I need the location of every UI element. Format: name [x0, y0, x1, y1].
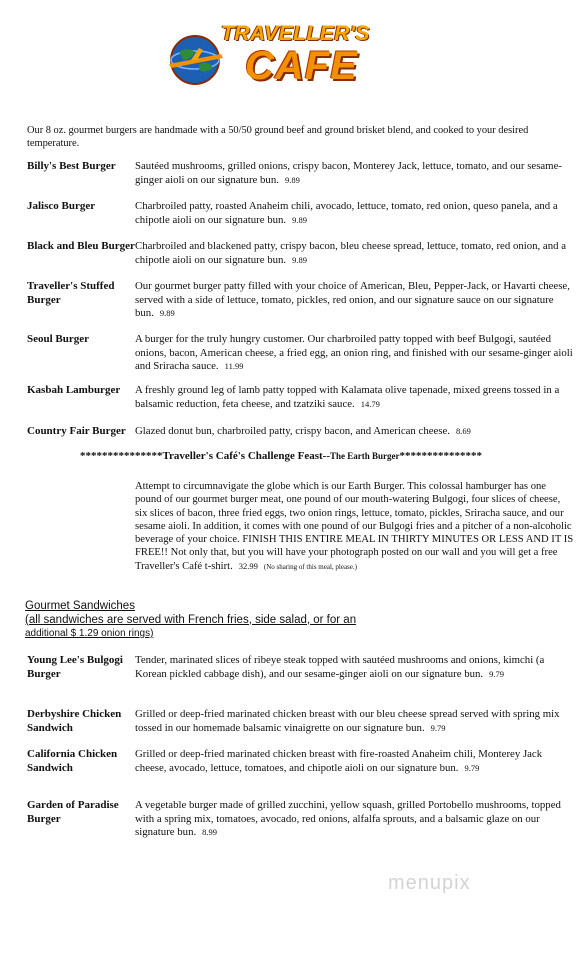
- challenge-price: 32.99: [238, 560, 258, 571]
- item-name: Black and Bleu Burger: [27, 240, 135, 252]
- item-price: 9.79: [489, 668, 504, 679]
- challenge-description: Attempt to circumnavigate the globe which is our Earth Burger. This colossal hamburger has one pound of our gourmet burger meat, one pound of our mouth-watering Bulgogi, four slices of cheese, six slices of bacon, three fried eggs, two onion rings, lettuce, tomato, pickles, Sriracha sauce, and our sesame aioli. In addition, it comes with one pound of our Bulgogi fries and a pitcher of a non-alcoholic beverage of your choice. FINISH THIS ENTIRE MEAL IN THIRTY MINUTES OR LESS AND IT IS FREE!! Not only that, but you will have your photograph posted on our wall and you will get a free Traveller's Café t-shirt. 32.99 (No sharing of this meal, please.): [135, 481, 574, 572]
- item-name: Young Lee's Bulgogi Burger: [27, 654, 123, 680]
- item-description: Charbroiled and blackened patty, crispy bacon, bleu cheese spread, lettuce, tomato, red onion, and a chipotle aioli on our signature bun. 9.89: [135, 240, 567, 266]
- item-description: Grilled or deep-fried marinated chicken breast with our bleu cheese spread served with spring mix tossed in our homemade balsamic vinaigrette on our signature bun. 9.79: [135, 708, 560, 734]
- item-price: 9.89: [292, 214, 307, 225]
- item-description: A vegetable burger made of grilled zucchini, yellow squash, grilled Portobello mushrooms, topped with a spring mix, tomatoes, avocado, red onions, alfalfa sprouts, and a balsamic glaze on our signature bun. 8.99: [135, 799, 561, 838]
- logo-title-travellers: TRAVELLER'S: [221, 22, 370, 45]
- item-description: Grilled or deep-fried marinated chicken breast with fire-roasted Anaheim chili, Monterey Jack cheese, avocado, lettuce, tomatoes, and chipotle aioli on our signature bun. 9.79: [135, 748, 543, 774]
- logo-title-cafe: CAFE: [245, 44, 358, 88]
- item-price: 9.79: [430, 722, 446, 733]
- cafe-logo: [165, 18, 370, 98]
- item-name: Derbyshire Chicken Sandwich: [27, 708, 122, 734]
- item-description: Charbroiled patty, roasted Anaheim chili, avocado, lettuce, tomato, red onion, queso panela, and a chipotle aioli on our signature bun. 9.89: [135, 200, 558, 226]
- item-price: 9.89: [292, 254, 307, 265]
- item-description: A freshly ground leg of lamb patty topped with Kalamata olive tapenade, mixed greens tossed in a balsamic reduction, feta cheese, and tzatziki sauce. 14.79: [135, 384, 560, 410]
- item-name: Seoul Burger: [27, 333, 90, 345]
- intro-text: Our 8 oz. gourmet burgers are handmade with a 50/50 ground beef and ground brisket blend, and cooked to your desired temperature.: [27, 125, 529, 149]
- item-description: Our gourmet burger patty filled with your choice of American, Bleu, Pepper-Jack, or Havarti cheese, served with a side of lettuce, tomato, pickles, red onion, and our signature sauce on our signature bun. 9.89: [135, 280, 570, 319]
- item-name: California Chicken Sandwich: [27, 748, 118, 774]
- item-name: Billy's Best Burger: [27, 160, 116, 172]
- sandwiches-title: Gourmet Sandwiches: [25, 600, 135, 612]
- item-name: Jalisco Burger: [27, 200, 96, 212]
- item-description: A burger for the truly hungry customer. Our charbroiled patty topped with beef Bulgogi, sautéed onions, bacon, American cheese, a fried egg, an onion ring, and finished with our sesame-ginger aioli and Sriracha sauce. 11.99: [135, 333, 573, 372]
- sandwiches-subtitle: (all sandwiches are served with French fries, side salad, or for an: [25, 613, 357, 626]
- challenge-note: (No sharing of this meal, please.): [263, 562, 357, 571]
- menupix-watermark: menupix: [388, 872, 471, 894]
- item-price: 9.79: [464, 762, 480, 773]
- sandwiches-section-header: [25, 600, 425, 641]
- item-description: Glazed donut bun, charbroiled patty, crispy bacon, and American cheese. 8.69: [135, 425, 471, 437]
- item-price: 9.89: [284, 174, 300, 185]
- globe-plane-icon: [165, 30, 225, 90]
- item-price: 14.79: [360, 398, 380, 409]
- item-price: 8.69: [456, 426, 471, 436]
- item-name: Country Fair Burger: [27, 425, 126, 437]
- challenge-title: ***************Traveller's Café's Challenge Feast--The Earth Burger***************: [80, 450, 483, 462]
- challenge-subtitle: The Earth Burger: [330, 451, 400, 461]
- item-price: 11.99: [224, 361, 244, 371]
- item-name: Kasbah Lamburger: [27, 384, 121, 396]
- sandwiches-subtitle-2: additional $ 1.29 onion rings): [25, 628, 154, 639]
- item-description: Tender, marinated slices of ribeye steak topped with sautéed mushrooms and onions, kimchi (a Korean pickled cabbage dish), and our sesame-ginger aioli on our signature bun. 9.79: [135, 654, 545, 680]
- item-price: 8.99: [202, 827, 218, 837]
- item-description: Sautéed mushrooms, grilled onions, crispy bacon, Monterey Jack, lettuce, tomato, and our sesame-ginger aioli on our signature bun. 9.89: [135, 160, 562, 186]
- item-name: Garden of Paradise Burger: [27, 799, 119, 825]
- item-name: Traveller's Stuffed Burger: [27, 280, 115, 306]
- item-price: 9.89: [159, 308, 175, 318]
